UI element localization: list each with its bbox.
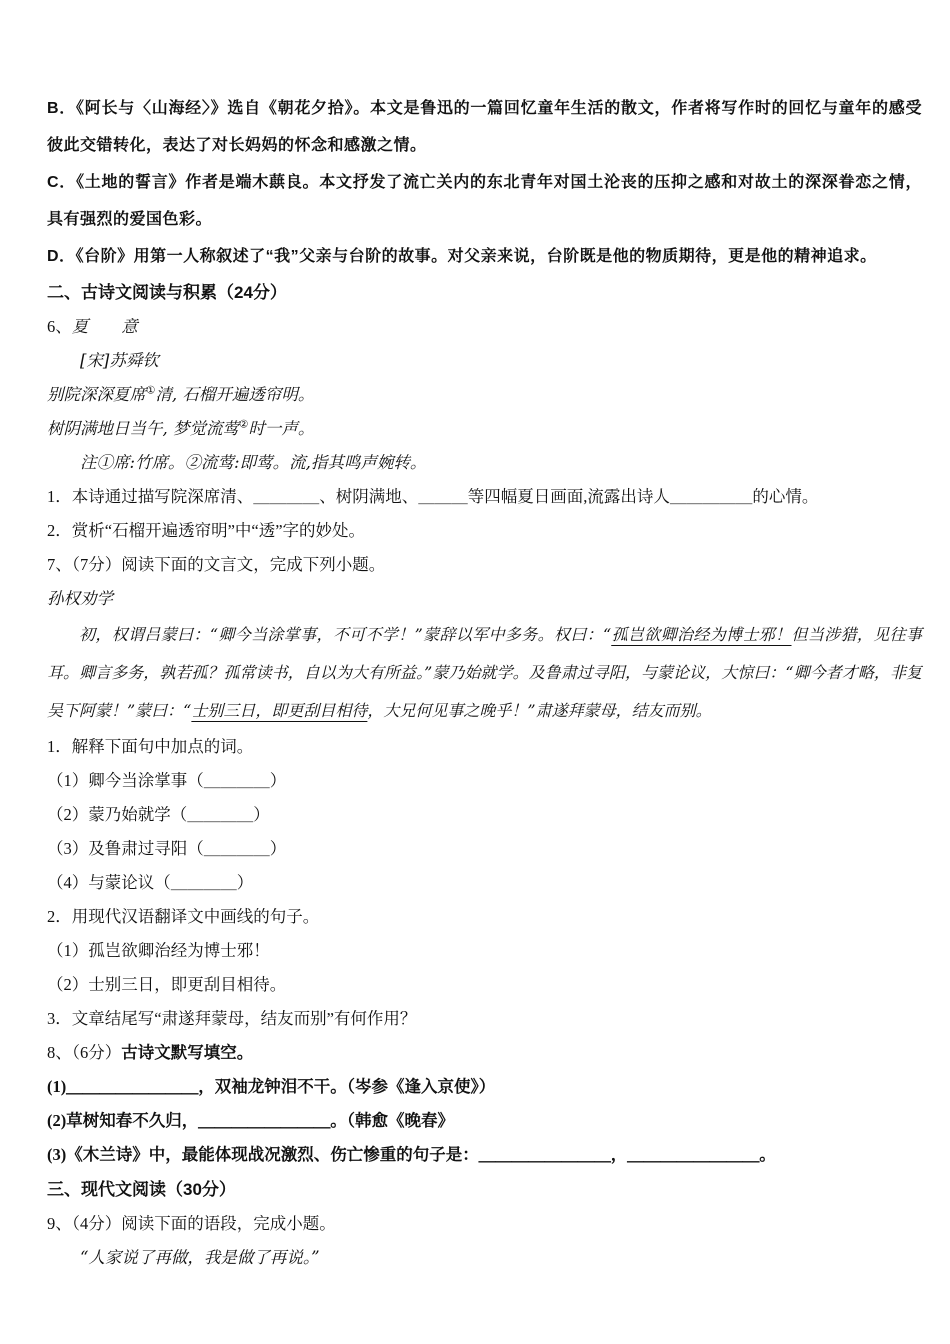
q8-title: 古诗文默写填空。	[121, 1043, 254, 1062]
passage-part-1: 初，权谓吕蒙曰：“卿今当涂掌事，不可不学！”蒙辞以军中多务。权曰：“	[79, 625, 612, 644]
q6-title-line	[47, 310, 922, 344]
poem-note: 注①席:竹席。②流莺:即莺。流,指其鸣声婉转。	[80, 453, 427, 472]
poem-2-part-b: 时一声。	[248, 419, 315, 438]
q7-intro: 7、（7分）阅读下面的文言文，完成下列小题。	[47, 555, 386, 574]
q6-sub1: 1．本诗通过描写院深席清、＿＿＿＿、树阴满地、＿＿＿等四幅夏日画面,流露出诗人＿＿＿＿＿的心情。	[47, 487, 819, 506]
section2-heading: 二、古诗文阅读与积累（24分）	[47, 283, 287, 302]
poem-line-1	[47, 378, 922, 412]
q7-passage-title: 孙权劝学	[47, 589, 113, 608]
q7-sub1-heading: 1．解释下面句中加点的词。	[47, 737, 254, 756]
option-b	[47, 90, 922, 164]
section3-heading: 三、现代文阅读（30分）	[47, 1180, 236, 1199]
q6-sub2: 2．赏析“石榴开遍透帘明”中“透”字的妙处。	[47, 521, 366, 540]
q8-heading-line	[47, 1036, 922, 1070]
passage-underline-1: 孤岂欲卿治经为博士邪！	[611, 625, 792, 644]
q7-sub1-item-3: （3）及鲁肃过寻阳（＿＿＿＿）	[47, 839, 287, 858]
classical-passage	[47, 616, 922, 730]
q7-sub1-item-1: （1）卿今当涂掌事（＿＿＿＿）	[47, 771, 287, 790]
q9-intro: 9、（4分）阅读下面的语段，完成小题。	[47, 1214, 336, 1233]
poem-2-part-a: 树阴满地日当午, 梦觉流莺	[47, 419, 239, 438]
poem-line-2	[47, 412, 922, 446]
passage-underline-2: 士别三日，即更刮目相待	[191, 701, 368, 720]
q7-sub1-item-2: （2）蒙乃始就学（＿＿＿＿）	[47, 805, 270, 824]
q6-number: 6、	[47, 317, 72, 336]
q7-sub3: 3．文章结尾写“肃遂拜蒙母，结友而别”有何作用？	[47, 1009, 417, 1028]
option-c-text: 《土地的誓言》作者是端木蕻良。本文抒发了流亡关内的东北青年对国土沦丧的压抑之感和对故土的深深眷恋之情，具有强烈的爱国色彩。	[47, 174, 922, 228]
poem-1-part-b: 清, 石榴开遍透帘明。	[155, 385, 315, 404]
q7-sub2-heading: 2．用现代汉语翻译文中画线的句子。	[47, 907, 320, 926]
q7-sub1-item-4: （4）与蒙论议（＿＿＿＿）	[47, 873, 254, 892]
poem-1-part-a: 别院深深夏席	[47, 385, 146, 404]
option-d	[47, 238, 922, 275]
q6-author: [宋]苏舜钦	[80, 351, 159, 370]
q9-quote: “人家说了再做，我是做了再说。”	[80, 1248, 320, 1267]
option-b-label: B．	[47, 100, 77, 117]
q8-item-2: (2)草树知春不久归，＿＿＿＿＿＿＿＿。（韩愈《晚春》	[47, 1111, 454, 1130]
option-d-label: D．	[47, 248, 76, 265]
option-b-text: 《阿长与〈山海经〉》选自《朝花夕拾》。本文是鲁迅的一篇回忆童年生活的散文，作者将写作时的回忆与童年的感受彼此交错转化，表达了对长妈妈的怀念和感激之情。	[47, 100, 922, 154]
q7-sub2-item-2: （2）士别三日，即更刮目相待。	[47, 975, 287, 994]
passage-part-3: ，大兄何见事之晚乎！”肃遂拜蒙母，结友而别。	[367, 701, 712, 720]
poem-1-note-ref: ①	[146, 384, 156, 397]
q7-sub2-item-1: （1）孤岂欲卿治经为博士邪！	[47, 941, 270, 960]
option-d-text: 《台阶》用第一人称叙述了“我”父亲与台阶的故事。对父亲来说，台阶既是他的物质期待，更是他的精神追求。	[75, 248, 877, 265]
q6-title: 夏 意	[71, 317, 138, 336]
q8-item-1: (1)＿＿＿＿＿＿＿＿，双袖龙钟泪不干。（岑参《逢入京使》）	[47, 1077, 496, 1096]
option-c	[47, 164, 922, 238]
option-c-label: C．	[47, 174, 77, 191]
passage-part-2: 但当涉猎，见往事耳。卿言多务，孰若孤？孤常读书，自以为大有所益。”蒙乃始就学。及鲁肃过寻阳，与蒙论议，大惊曰：“卿今者才略，非复吴下阿蒙！”蒙曰：“	[47, 625, 922, 720]
q8-item-3: (3)《木兰诗》中，最能体现战况激烈、伤亡惨重的句子是：＿＿＿＿＿＿＿＿，＿＿＿＿＿＿＿＿。	[47, 1145, 776, 1164]
poem-2-note-ref: ②	[239, 418, 249, 431]
q8-number: 8、（6分）	[47, 1043, 122, 1062]
